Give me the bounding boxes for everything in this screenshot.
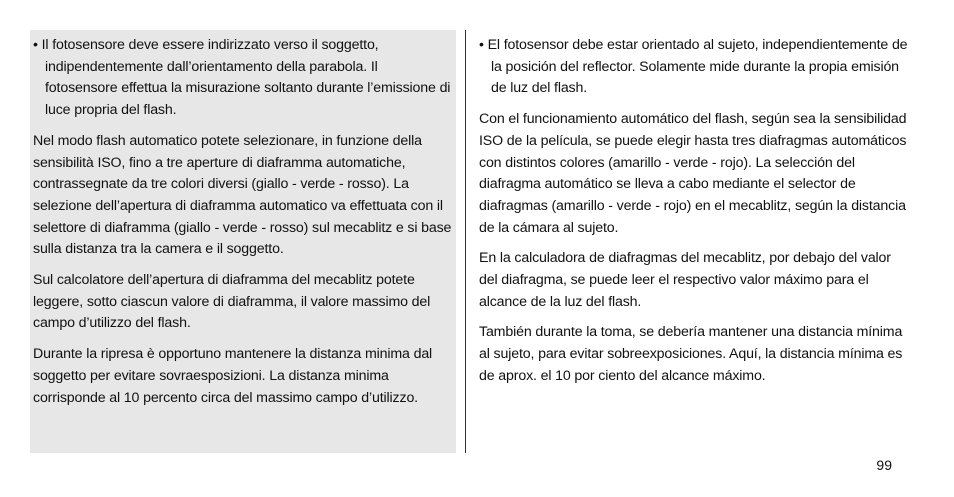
spanish-text-column [479, 30, 911, 453]
italian-paragraph-minimum-distance: Durante la ripresa è opportuno mantenere la distanza minima dal soggetto per evitare sovraesposizioni. La distanza minima corrisponde al 10 percento circa del massimo campo d’utilizzo. [33, 346, 433, 406]
italian-text-column [30, 30, 456, 453]
column-divider [465, 30, 466, 453]
page-number: 99 [876, 457, 892, 473]
spanish-paragraph-minimum-distance: También durante la toma, se debería mantener una distancia mínima al sujeto, para evitar sobreexposiciones. Aquí, la distancia mínima es de aprox. el 10 por ciento del alcance máximo. [479, 324, 903, 384]
italian-bullet-photosensor: • Il fotosensore deve essere indirizzato verso il soggetto, indipendentemente dall’orientamento della parabola. Il fotosensore effettua la misurazione soltanto durante l’emissione di luce propria del flash. [33, 37, 451, 119]
spanish-paragraph-auto-flash: Con el funcionamiento automático del flash, según sea la sensibilidad ISO de la película, se puede elegir hasta tres diafragmas automáticos con distintos colores (amarillo - verde - rojo). La selección del diafragma automático se lleva a cabo mediante el selector de diafragmas (amarillo - verde - rojo) en el mecablitz, según la distancia de la cámara al sujeto. [479, 111, 907, 236]
spanish-paragraph-calculator: En la calculadora de diafragmas del mecablitz, por debajo del valor del diafragma, se puede leer el respectivo valor máximo para el alcance de la luz del flash. [479, 250, 891, 310]
italian-paragraph-auto-flash: Nel modo flash automatico potete selezionare, in funzione della sensibilità ISO, fino a tre aperture di diaframma automatiche, contrassegnate da tre colori diversi (giallo - verde - rosso). La selezione dell’apertura di diaframma automatico va effettuata con il selettore di diaframma (giallo - verde - rosso) sul mecablitz e si base sulla distanza tra la camera e il soggetto. [33, 132, 452, 258]
italian-paragraph-calculator: Sul calcolatore dell’apertura di diaframma del mecablitz potete leggere, sotto ciascun valore di diaframma, il valore massimo del campo d’utilizzo del flash. [33, 272, 431, 332]
spanish-bullet-photosensor: • El fotosensor debe estar orientado al sujeto, independientemente de la posición del reflector. Solamente mide durante la propia emisión de luz del flash. [479, 37, 908, 97]
